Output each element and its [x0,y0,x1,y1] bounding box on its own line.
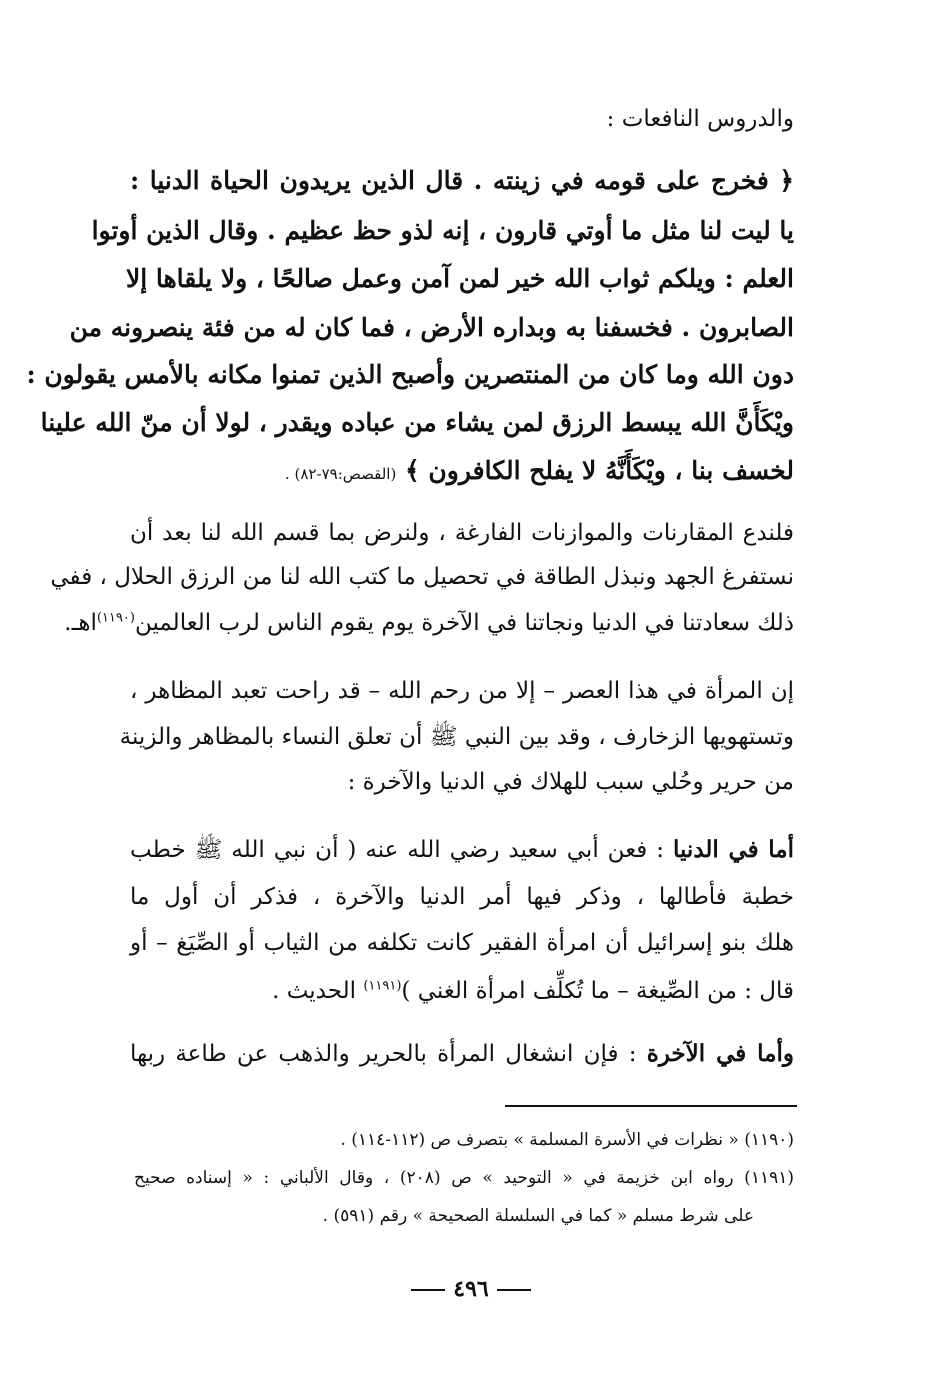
footnote-ref-1191[interactable]: (١١٩١) [363,978,402,994]
p3-line-1-rest: : فعن أبي سعيد رضي الله عنه ( أن نبي الله ﷺ خطب [130,837,664,863]
quran-line-4: الصابرون . فخسفنا به وبداره الأرض ، فما كان له من فئة ينصرونه من [69,313,794,342]
page-number-dash-right [411,1289,445,1291]
quran-line-7 [130,458,794,483]
p3-last-text: قال : من الصِّيغة – ما تُكلِّف امرأة الغني ) [401,978,794,1004]
footnote-ref-1190[interactable]: (١١٩٠) [96,610,135,626]
quran-line-6: ويْكَأَنَّ الله يبسط الرزق لمن يشاء من عباده ويقدر ، لولا أن منّ الله علينا [40,408,794,437]
quran-last-text: لخسف بنا ، ويْكَأَنَّهُ لا يفلح الكافرون ﴾ [405,456,794,485]
p1-line-2: نستفرغ الجهد ونبذل الطاقة في تحصيل ما كتب الله لنا من الرزق الحلال ، ففي [50,564,794,590]
p4-rest: : فإن انشغال المرأة بالحرير والذهب عن طاعة ربها [130,1041,637,1067]
footnote-1191-line-2: على شرط مسلم « كما في السلسلة الصحيحة » رقم (٥٩١) . [322,1206,754,1226]
p1-last-text: ذلك سعادتنا في الدنيا ونجاتنا في الآخرة يوم يقوم الناس لرب العالمين [134,610,794,636]
page-number [0,1276,942,1302]
quran-reference: (القصص:٧٩-٨٢) . [284,465,397,483]
p3-end: الحديث . [272,978,357,1004]
p3-line-3: هلك بنو إسرائيل أن امرأة الفقير كانت تكلفه من الثياب أو الصِّيَغ – أو [130,930,794,956]
p3-line-4 [130,980,794,1003]
footnote-divider [505,1105,797,1107]
p4-line-1 [130,1042,794,1066]
p2-line-1: إن المرأة في هذا العصر – إلا من رحم الله – قد راحت تعبد المظاهر ، [130,678,794,704]
p3-line-2: خطبة فأطالها ، وذكر فيها أمر الدنيا والآخرة ، فذكر أن أول ما [130,884,794,910]
p3-label: أما في الدنيا [672,836,794,863]
quran-line-2: يا ليت لنا مثل ما أوتي قارون ، إنه لذو حظ عظيم . وقال الذين أوتوا [91,216,794,245]
page-number-dash-left [497,1289,531,1291]
p4-label: وأما في الآخرة [646,1040,794,1067]
p2-line-2: وتستهويها الزخارف ، وقد بين النبي ﷺ أن تعلق النساء بالمظاهر والزينة [119,724,794,750]
quran-line-5: دون الله وما كان من المنتصرين وأصبح الذين تمنوا مكانه بالأمس يقولون : [26,360,794,389]
p3-line-1 [130,838,794,862]
p1-line-1: فلندع المقارنات والموازنات الفارغة ، ولنرض بما قسم الله لنا بعد أن [130,520,794,546]
quran-line-1: ﴿ فخرج على قومه في زينته . قال الذين يريدون الحياة الدنيا : [130,166,794,195]
page-number-value: ٤٩٦ [453,1276,489,1302]
footnote-1191-line-1: (١١٩١) رواه ابن خزيمة في « التوحيد » ص (٢٠٨) ، وقال الألباني : « إسناده صحيح [134,1168,794,1188]
p1-line-3 [64,610,794,636]
footnote-1190: (١١٩٠) « نظرات في الأسرة المسلمة » بتصرف ص (١١٢-١١٤) . [340,1130,794,1150]
p1-end: اهـ. [64,610,97,636]
intro-line: والدروس النافعات : [606,106,794,132]
p2-line-3: من حرير وحُلي سبب للهلاك في الدنيا والآخرة : [347,769,794,795]
quran-line-3: العلم : ويلكم ثواب الله خير لمن آمن وعمل صالحًا ، ولا يلقاها إلا [125,264,794,293]
